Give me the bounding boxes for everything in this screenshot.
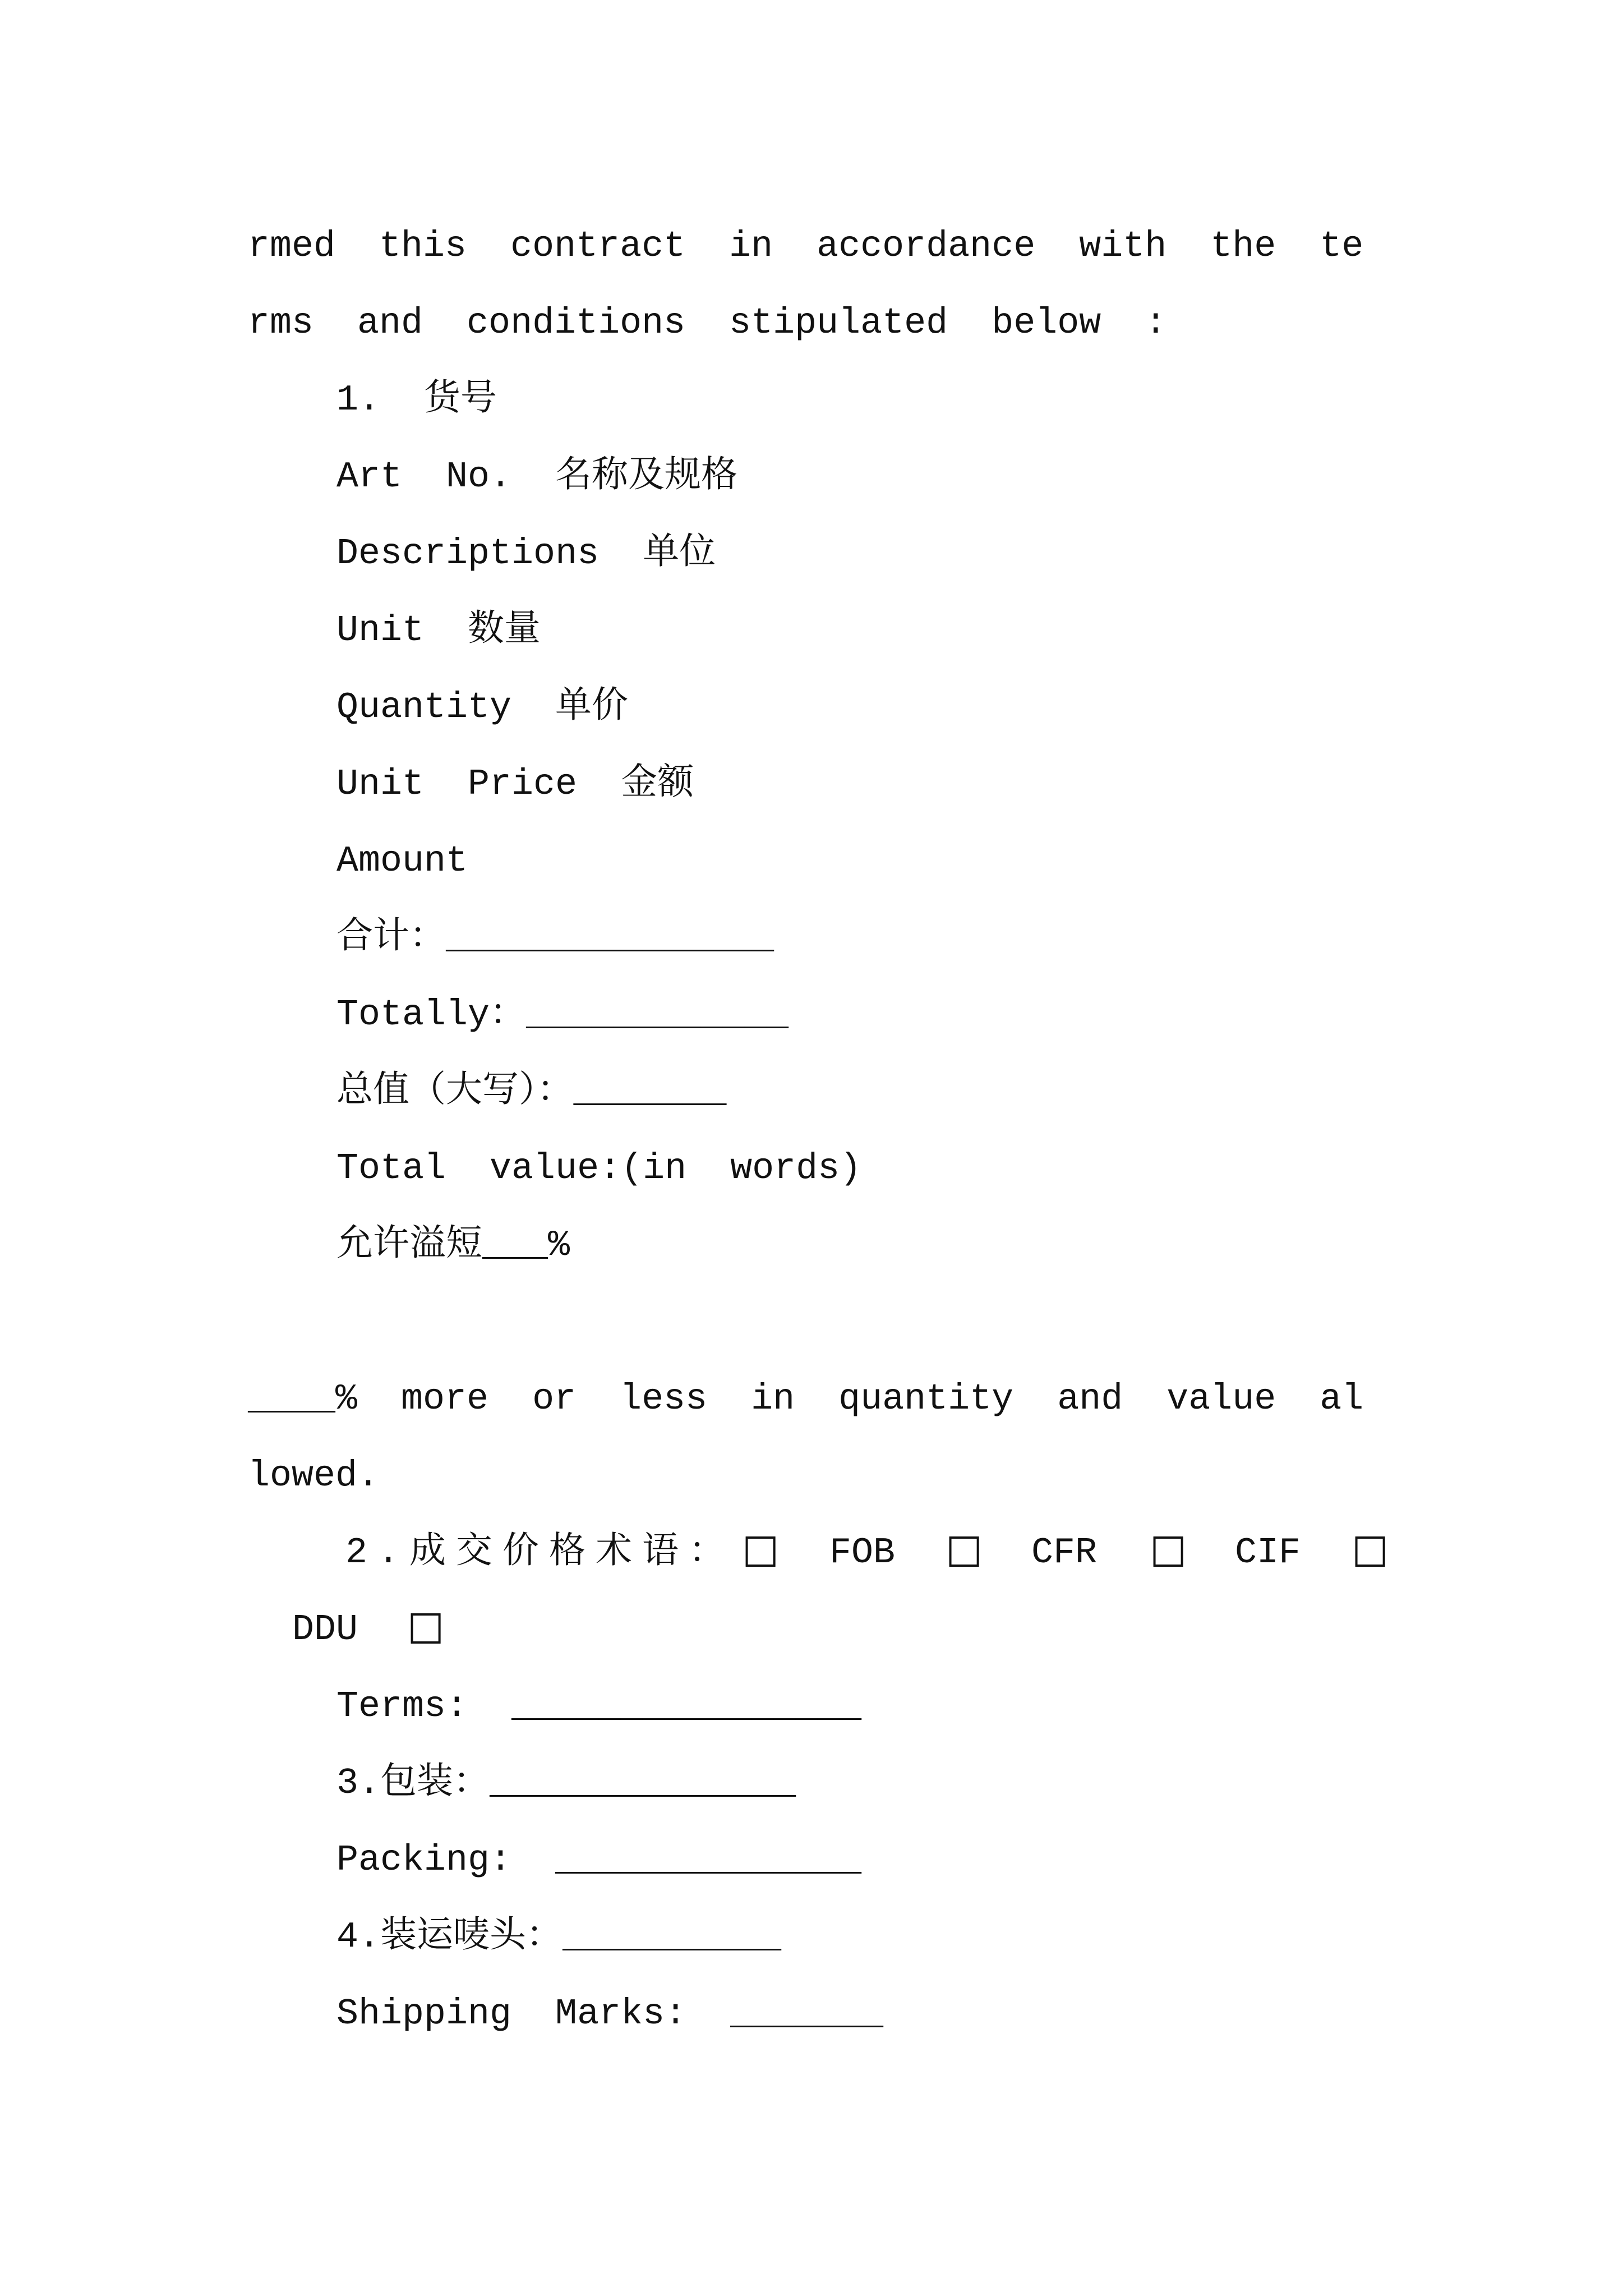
checkbox-icon: ☐ bbox=[1352, 1529, 1389, 1577]
item-art-no-heading: 1. 货号 bbox=[336, 379, 497, 421]
terms-field-en: Terms: ________________ bbox=[336, 1686, 862, 1727]
total-value-in-words-label-en: Total value:(in words) bbox=[336, 1148, 862, 1189]
tolerance-statement: lowed. bbox=[248, 1455, 380, 1497]
shipping-marks-field: 4.装运唛头：__________ bbox=[336, 1916, 782, 1958]
contract-body bbox=[0, 208, 1623, 2053]
packing-field-en: Packing: ______________ bbox=[336, 1839, 862, 1881]
packing-field: 3.包装：______________ bbox=[336, 1763, 796, 1804]
item-description-heading: Art No. 名称及规格 bbox=[336, 456, 738, 498]
total-value-in-words-field: 总值（大写）：_______ bbox=[336, 1071, 727, 1112]
term-option-cif: CIF bbox=[1235, 1532, 1301, 1573]
term-option-ddu: DDU bbox=[292, 1609, 358, 1650]
item-unit-heading: Descriptions 单位 bbox=[336, 533, 716, 574]
item-amount-heading: Unit Price 金额 bbox=[336, 763, 694, 805]
total-field: 合计：_______________ bbox=[336, 917, 774, 959]
checkbox-icon: ☐ bbox=[742, 1529, 780, 1577]
term-option-cfr: CFR bbox=[1031, 1532, 1098, 1573]
item-amount-heading-en: Amount bbox=[336, 840, 468, 882]
total-field-en: Totally：____________ bbox=[336, 994, 789, 1036]
checkbox-icon: ☐ bbox=[1150, 1529, 1187, 1577]
intro-line: rmed this contract in accordance with the te bbox=[248, 226, 1364, 267]
price-terms-row bbox=[0, 1515, 1623, 1591]
item-unit-price-heading: Quantity 单价 bbox=[336, 687, 629, 728]
tolerance-field: 允许溢短___% bbox=[336, 1225, 570, 1266]
price-terms-row-continued bbox=[0, 1591, 1623, 1668]
term-option-fob: FOB bbox=[829, 1532, 896, 1573]
blank-line bbox=[0, 1284, 1623, 1361]
intro-line: rms and conditions stipulated below : bbox=[248, 302, 1167, 344]
price-terms-label: 2.成交价格术语： bbox=[345, 1532, 736, 1573]
checkbox-icon: ☐ bbox=[946, 1529, 983, 1577]
item-quantity-heading: Unit 数量 bbox=[336, 610, 541, 651]
checkbox-icon: ☐ bbox=[407, 1605, 445, 1654]
tolerance-statement: ____% more or less in quantity and value al bbox=[248, 1378, 1364, 1420]
shipping-marks-field-en: Shipping Marks: _______ bbox=[336, 1993, 884, 2035]
